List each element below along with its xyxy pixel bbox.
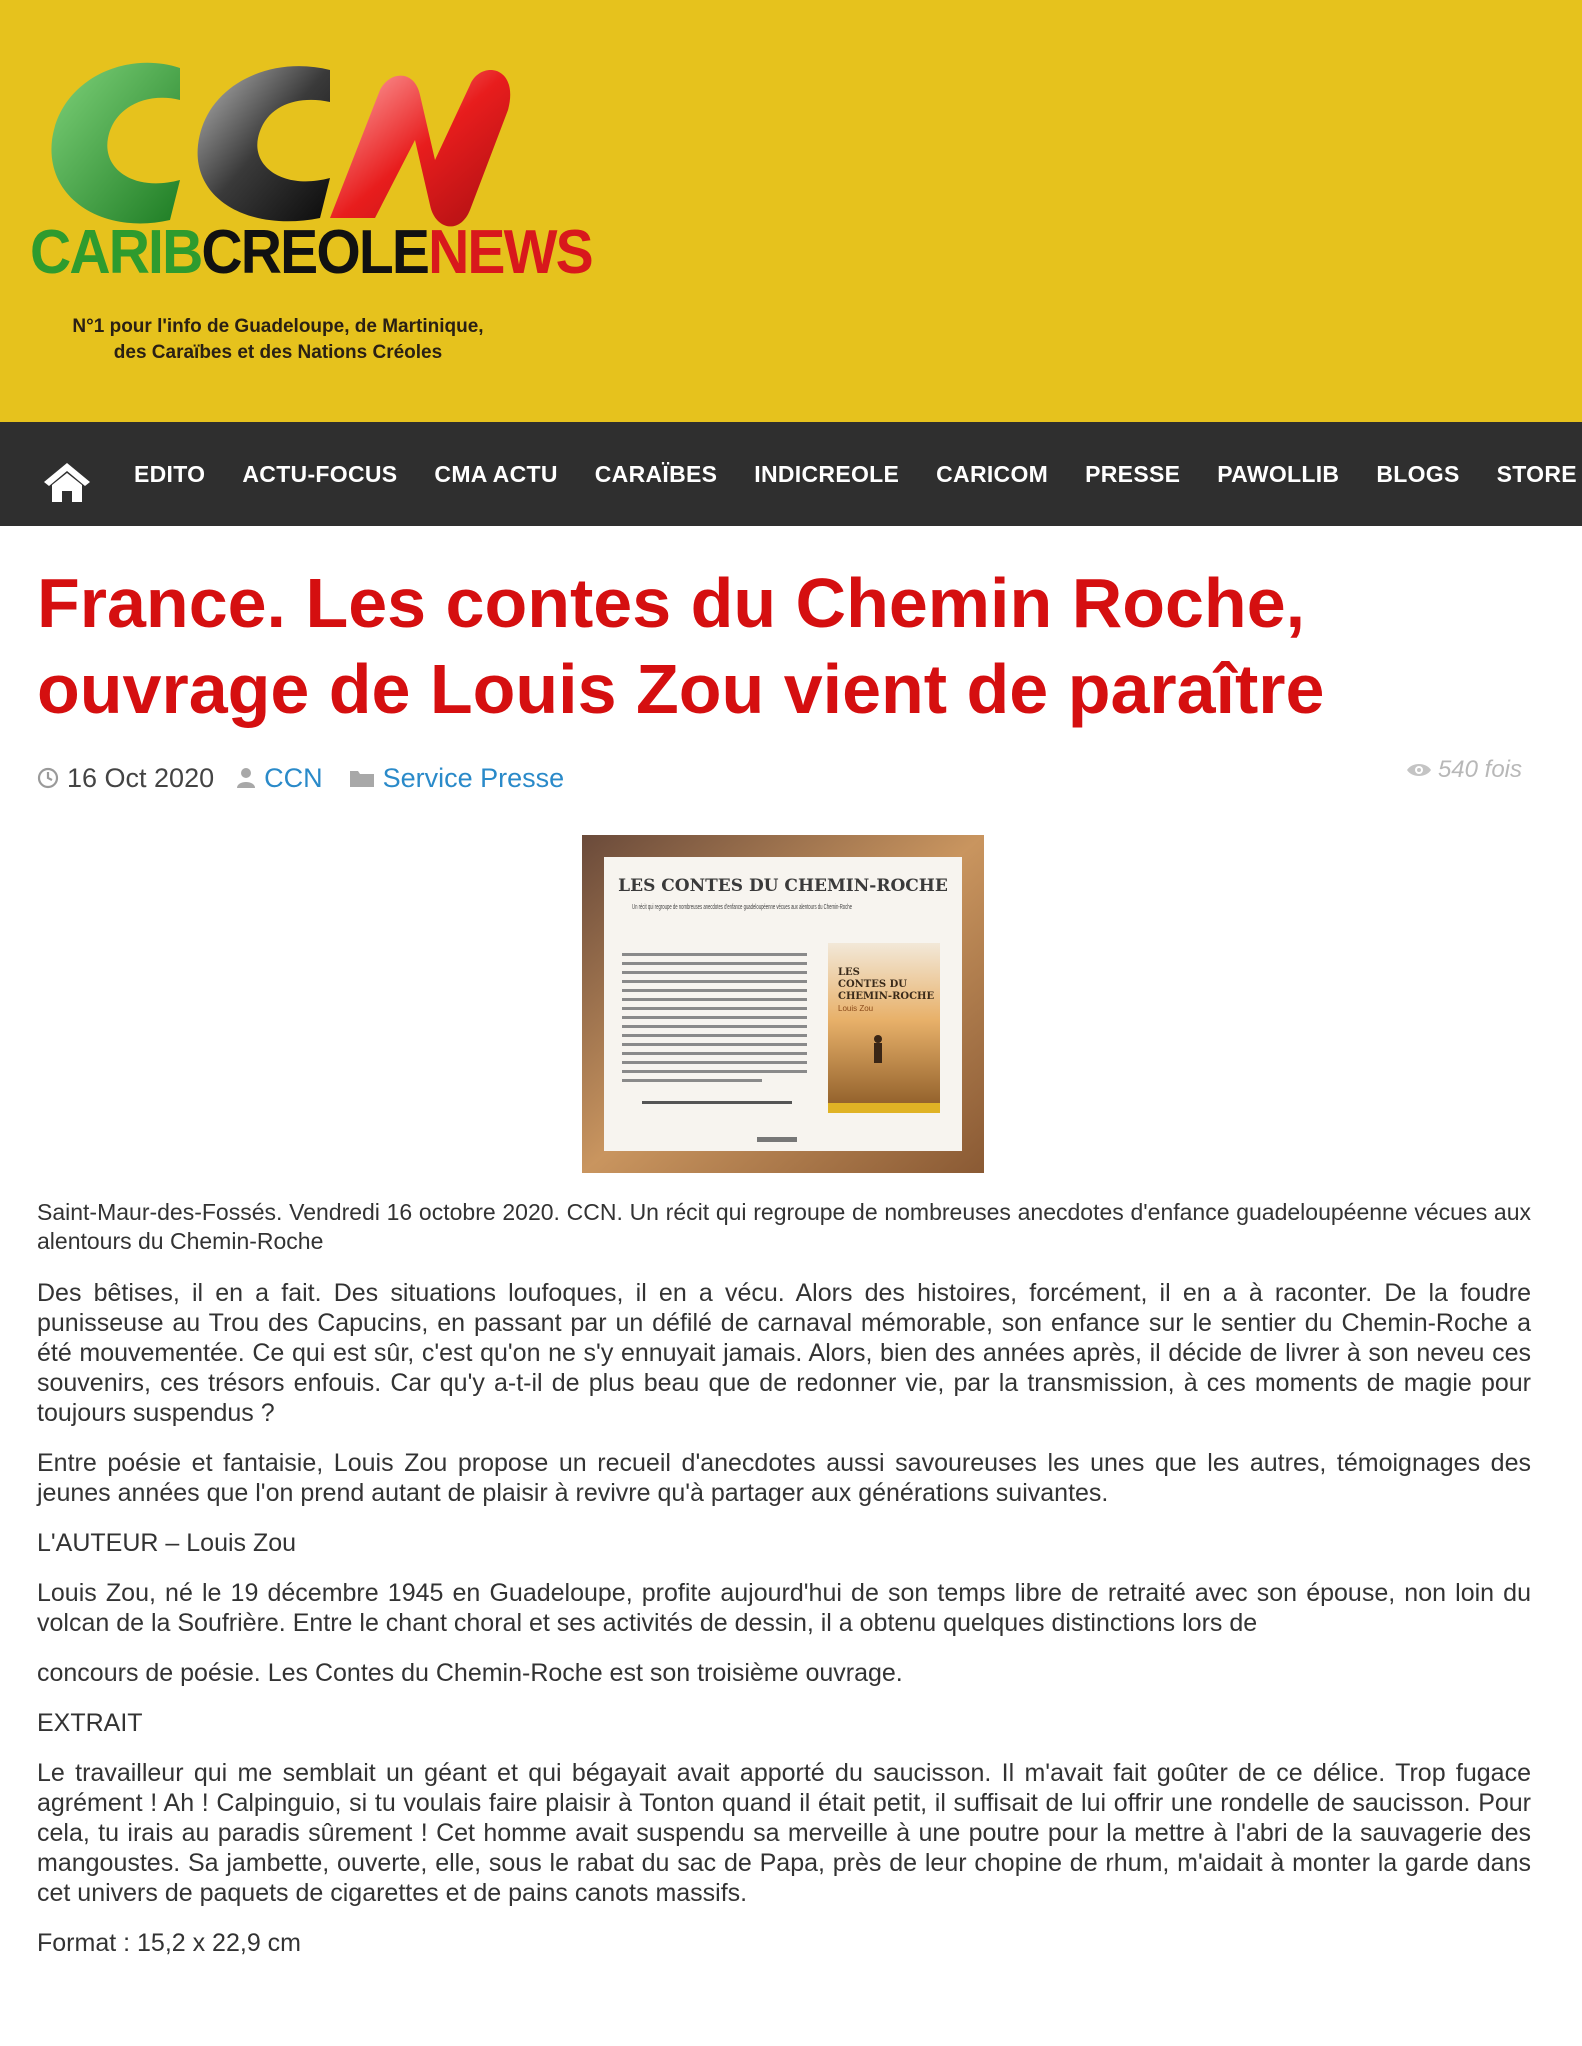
nav-item-indicreole[interactable]: INDICREOLE <box>754 460 900 487</box>
home-icon[interactable] <box>42 460 92 504</box>
format-info: Format : 15,2 x 22,9 cm <box>37 1929 301 1957</box>
article-lead-paragraph: Saint-Maur-des-Fossés. Vendredi 16 octobre 2020. CCN. Un récit qui regroupe de nombreuses anecdotes d'enfance guadeloupéenne vécues aux alentours du Chemin-Roche <box>37 1199 1531 1254</box>
article-date: 16 Oct 2020 <box>67 762 215 793</box>
article-paragraph: Des bêtises, il en a fait. Des situations loufoques, il en a vécu. Alors des histoires, forcément, il en a à raconter. De la foudre punisseuse au Trou des Capucins, en passant par un défilé de carnaval mémorable, son enfance sur le sentier du Chemin-Roche a été mouvementée. Ce qui est sûr, c'est qu'on ne s'y ennuyait jamais. Alors, bien des années après, il décide de livrer à son neveu ces souvenirs, ces trésors enfouis. Car qu'y a-t-il de plus beau que de redonner vie, par la transmission, à ces moments de magie pour toujours suspendus ? <box>37 1279 1531 1427</box>
nav-item-actu-focus[interactable]: ACTU-FOCUS <box>242 460 398 487</box>
logo-n-red <box>330 70 510 226</box>
wordmark-creole: CREOLE <box>201 218 429 287</box>
book-title-line-2: CONTES DU <box>838 979 907 990</box>
nav-item-caraibes[interactable]: CARAÏBES <box>594 460 718 487</box>
nav-item-pawollib[interactable]: PAWOLLIB <box>1217 460 1340 487</box>
view-count-text: 540 fois <box>1437 756 1522 783</box>
author-section-heading: L'AUTEUR – Louis Zou <box>37 1529 297 1557</box>
article-paragraph: concours de poésie. Les Contes du Chemin-Roche est son troisième ouvrage. <box>37 1659 903 1687</box>
article-body <box>37 1198 1531 1978</box>
nav-menu <box>134 422 1582 526</box>
article-paragraph: Entre poésie et fantaisie, Louis Zou propose un recueil d'anecdotes aussi savoureuses les unes que les autres, témoignages des jeunes années que l'on prend autant de plaisir à revivre qu'à partager aux générations suivantes. <box>37 1449 1531 1507</box>
nav-item-presse[interactable]: PRESSE <box>1085 460 1181 487</box>
eye-icon <box>1406 762 1432 778</box>
wordmark-carib: CARIB <box>30 218 202 287</box>
wordmark-news: NEWS <box>428 218 592 287</box>
user-icon <box>236 767 256 789</box>
book-title-line-3: CHEMIN-ROCHE <box>838 991 935 1002</box>
nav-item-edito[interactable]: EDITO <box>134 460 206 487</box>
article-featured-image[interactable] <box>582 835 984 1173</box>
nav-item-blogs[interactable]: BLOGS <box>1376 460 1460 487</box>
nav-item-cma-actu[interactable]: CMA ACTU <box>434 460 558 487</box>
main-navigation <box>0 422 1582 526</box>
folder-icon <box>349 768 375 788</box>
clock-icon <box>37 767 59 789</box>
nav-item-store[interactable]: STORE <box>1496 460 1577 487</box>
logo-c-green <box>51 63 180 224</box>
image-heading: LES CONTES DU CHEMIN-ROCHE <box>618 876 948 896</box>
image-subheading: Un récit qui regroupe de nombreuses anecdotes d'enfance guadeloupéenne vécues aux alentours du Chemin-Roche <box>632 904 853 911</box>
tagline-line-2: des Caraïbes et des Nations Créoles <box>113 342 443 363</box>
logo-wordmark[interactable] <box>30 218 592 287</box>
tagline-line-1: N°1 pour l'info de Guadeloupe, de Martinique, <box>72 316 484 337</box>
ccn-logo-graphic[interactable] <box>30 40 520 245</box>
extract-paragraph: Le travailleur qui me semblait un géant et qui bégayait avait apporté du saucisson. Il m'avait fait goûter de ce délice. Trop fugace agrément ! Ah ! Calpinguio, si tu voulais faire plaisir à Tonton quand il était petit, il suffisait de lui offrir une rondelle de saucisson. Pour cela, tu irais au paradis sûrement ! Cet homme avait suspendu sa merveille à une poutre pour la mettre à l'abri de la sauvagerie des mangoustes. Sa jambette, ouverte, elle, sous le rabat du sac de Papa, près de leur chopine de rhum, m'aidait à monter la garde dans cet univers de paquets de cigarettes et de pains canots massifs. <box>37 1759 1531 1907</box>
article-category-link[interactable]: Service Presse <box>382 762 565 793</box>
article-title: France. Les contes du Chemin Roche, ouvrage de Louis Zou vient de paraître <box>37 564 1325 728</box>
article-paragraph: Louis Zou, né le 19 décembre 1945 en Guadeloupe, profite aujourd'hui de son temps libre de retraité avec son épouse, non loin du volcan de la Soufrière. Entre le chant choral et ses activités de dessin, il a obtenu quelques distinctions lors de <box>37 1579 1531 1637</box>
article-author-link[interactable]: CCN <box>264 762 323 793</box>
book-author: Louis Zou <box>838 1004 874 1013</box>
view-count <box>1406 756 1522 784</box>
site-header <box>0 0 1582 422</box>
logo-c-black <box>198 66 330 221</box>
extract-section-heading: EXTRAIT <box>37 1709 143 1737</box>
article-meta <box>37 760 564 796</box>
site-tagline <box>28 314 528 366</box>
book-title-line-1: LES <box>838 967 860 978</box>
nav-item-caricom[interactable]: CARICOM <box>936 460 1049 487</box>
